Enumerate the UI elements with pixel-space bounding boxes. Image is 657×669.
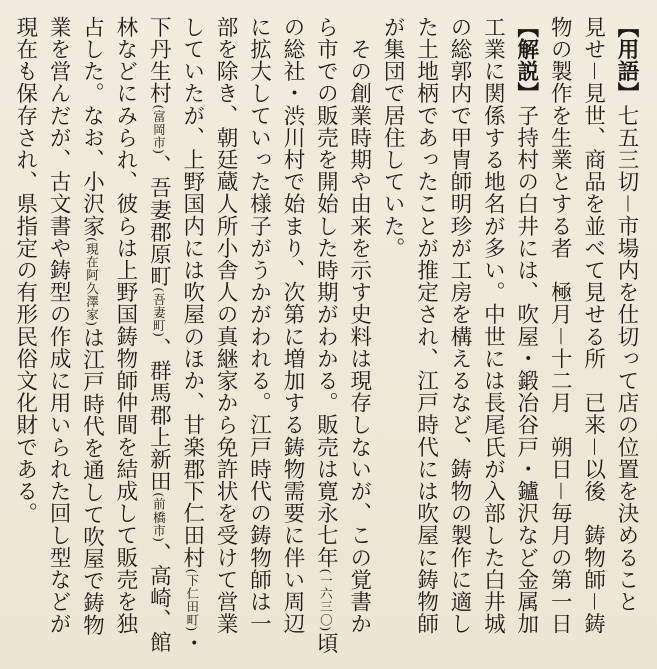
explanation-text-1: 子持村の白井には、吹屋・鍛冶谷戸・鑪沢など金属加工業に関係する地名が多い。中世には長尾氏が入部した白井城の総郭内で甲冑師明珍が工房を構えるなど、鋳物の製作に適した土地柄であったことが推定され、江戸時代には吹屋に鋳物師が集団で居住していた。 (380, 16, 539, 635)
year-note: (一六三〇) (318, 568, 334, 632)
explanation-paragraph-2 (8, 16, 375, 656)
explanation-label: 【解説】 (513, 16, 539, 105)
place-note-shimonita: (下仁田町) (184, 568, 200, 632)
explanation-text-2f: 、高崎、館林などにみられ、彼らは上野国鋳物師仲間を結成して販売を独占した。なお、小沢家 (79, 16, 172, 654)
explanation-text-2g: は江戸時代を通して吹屋で鋳物業を営んだが、古文書や鋳型の作成に用いられた回し型などが現在も保存され、県指定の有形民俗文化財である。 (12, 16, 105, 636)
vertical-text-column (6, 16, 643, 656)
family-note: (現在阿久澤家) (84, 237, 100, 327)
terms-text: 七五三切－市場内を仕切って店の位置を決めること 見せ－見世、商品を並べて見せる所 已来－以後 鋳物師－鋳物の製作を生業とする者 極月－十二月 朔日－毎月の第一日 (547, 16, 639, 635)
place-note-maebashi: (前橋市) (151, 492, 167, 543)
explanation-text-2d: 、吾妻郡原町 (146, 154, 172, 288)
explanation-text-2b: 頃の総社・渋川村で始まり、次第に増加する鋳物需要に伴い周辺に拡大していった様子がうかがわれる。江戸時代の鋳物師は一部を除き、朝廷蔵人所小舎人の真継家から免許状を受けて営業していたが、上野国内には吹屋のほか、甘楽郡下仁田村 (179, 16, 339, 654)
terms-paragraph (543, 16, 643, 656)
place-note-tomioka: (富岡市) (151, 104, 167, 155)
explanation-paragraph-1 (376, 16, 543, 656)
place-note-agatsuma: (吾妻町) (151, 287, 167, 338)
explanation-text-2a: その創業時期や由来を示す史料は現存しないが、この覚書から市での販売を開始した時期がわかる。販売は寛永七年 (313, 16, 372, 635)
explanation-text-2c: ・下丹生村 (146, 16, 205, 654)
terms-label: 【用語】 (614, 16, 639, 105)
explanation-text-2e: 、群馬郡上新田 (146, 337, 172, 493)
